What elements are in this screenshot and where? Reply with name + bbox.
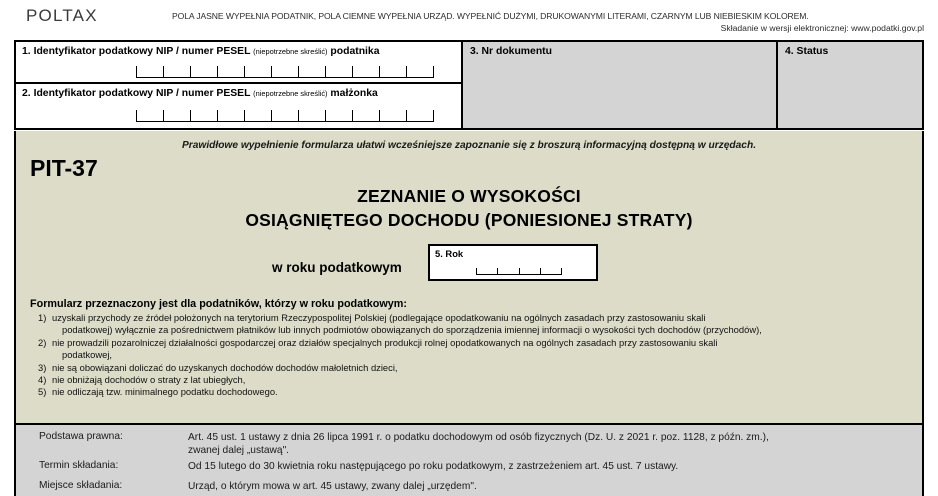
purpose-item-number: 2) [38, 336, 47, 348]
legal-place-value: Urząd, o którym mowa w art. 45 ustawy, zwany dalej „urzędem". [188, 481, 477, 492]
input-cell[interactable] [476, 264, 498, 274]
input-cell[interactable] [136, 66, 164, 77]
field-2-spouse-id-row[interactable] [16, 84, 461, 126]
poltax-logo: POLTAX [26, 6, 98, 25]
purpose-list-item [30, 337, 916, 362]
identifier-left-column [16, 42, 463, 128]
form-body-section [14, 131, 924, 423]
purpose-item-text: nie obniżają dochodów o straty z lat ubiegłych, [52, 374, 246, 386]
purpose-item-text: nie odliczają tzw. minimalnego podatku dochodowego. [52, 386, 278, 398]
purpose-item-number: 5) [38, 386, 47, 398]
input-cell[interactable] [407, 66, 434, 77]
field-2-nip-pesel-input[interactable] [136, 110, 434, 122]
input-cell[interactable] [191, 66, 218, 77]
input-cell[interactable] [541, 264, 562, 274]
field-1-text: Identyfikator podatkowy NIP / numer PESEL [33, 46, 251, 57]
brochure-hint-text: Prawidłowe wypełnienie formularza ułatwi wcześniejsze zapoznanie się z broszurą informacyjną dostępną w urzędach. [181, 140, 757, 151]
tax-year-label: w roku podatkowym [272, 260, 402, 275]
input-cell[interactable] [218, 66, 245, 77]
field-4-status-box [778, 42, 922, 128]
legal-basis-line-2: zwanej dalej „ustawą". [188, 445, 290, 456]
input-cell[interactable] [272, 110, 299, 121]
input-cell[interactable] [520, 264, 541, 274]
purpose-item-text: nie są obowiązani doliczać do uzyskanych dochodów dochodów małoletnich dzieci, [52, 361, 398, 373]
input-cell[interactable] [326, 110, 353, 121]
field-3-label: 3. Nr dokumentu [470, 46, 552, 57]
field-2-suffix: małżonka [330, 88, 378, 99]
field-1-number: 1. [22, 46, 31, 57]
purpose-heading: Formularz przeznaczony jest dla podatników, którzy w roku podatkowym: [30, 298, 407, 310]
purpose-list-item [30, 362, 916, 374]
legal-basis-value [188, 431, 914, 457]
legal-basis-term: Podstawa prawna: [39, 431, 123, 442]
legal-deadline-term: Termin składania: [39, 460, 119, 471]
purpose-item-number: 1) [38, 312, 47, 323]
input-cell[interactable] [245, 66, 272, 77]
identifier-right-column [463, 42, 922, 128]
form-title-line-2: OSIĄGNIĘTEGO DOCHODU (PONIESIONEJ STRATY) [245, 210, 693, 230]
field-4-label: 4. Status [785, 46, 829, 57]
purpose-item-continuation: podatkowej) wyłącznie za pośrednictwem płatników lub innych podmiotów obowiązanych do sporządzenia imiennej informacji o wysokości tych dochodów (przychodów), [62, 324, 762, 336]
purpose-item-text: nie prowadzili pozarolniczej działalności gospodarczej oraz działów specjalnych produkcji rolnej opodatkowanych na ogólnych zasadach przy zastosowaniu skali [52, 336, 718, 348]
form-code-pit37: PIT-37 [30, 155, 98, 181]
field-2-number: 2. [22, 88, 31, 99]
purpose-item-text: uzyskali przychody ze źródeł położonych na terytorium Rzeczypospolitej Polskiej (podlegające opodatkowaniu na ogólnych zasadach przy zastosowaniu skali [52, 312, 706, 323]
purpose-list-item [30, 374, 916, 386]
purpose-list-item [30, 386, 916, 398]
field-3-document-number-box [463, 42, 778, 128]
legal-footer-section [14, 423, 924, 496]
input-cell[interactable] [191, 110, 218, 121]
form-main-title [16, 184, 922, 232]
field-1-suffix: podatnika [330, 46, 380, 57]
input-cell[interactable] [353, 110, 380, 121]
document-header [0, 0, 938, 40]
field-1-nip-pesel-input[interactable] [136, 66, 434, 78]
purpose-item-continuation: podatkowej, [62, 349, 113, 361]
header-electronic-submission-text: Składanie w wersji elektronicznej: www.podatki.gov.pl [720, 23, 924, 33]
input-cell[interactable] [164, 66, 191, 77]
field-2-text: Identyfikator podatkowy NIP / numer PESEL [33, 88, 251, 99]
field-5-label: 5. Rok [435, 248, 464, 259]
input-cell[interactable] [353, 66, 380, 77]
field-1-label [22, 46, 380, 57]
input-cell[interactable] [164, 110, 191, 121]
tax-year-row [16, 244, 922, 286]
input-cell[interactable] [272, 66, 299, 77]
input-cell[interactable] [245, 110, 272, 121]
identifier-block [14, 40, 924, 130]
purpose-item-number: 3) [38, 361, 47, 373]
field-5-year-input[interactable] [476, 264, 562, 275]
input-cell[interactable] [380, 110, 407, 121]
field-2-label [22, 88, 378, 99]
legal-deadline-value: Od 15 lutego do 30 kwietnia roku następującego po roku podatkowym, z zastrzeżeniem art. 45 ust. 7 ustawy. [188, 461, 679, 472]
field-1-note: (niepotrzebne skreślić) [253, 47, 328, 56]
input-cell[interactable] [299, 110, 326, 121]
input-cell[interactable] [136, 110, 164, 121]
input-cell[interactable] [380, 66, 407, 77]
purpose-item-number: 4) [38, 374, 47, 386]
input-cell[interactable] [299, 66, 326, 77]
input-cell[interactable] [326, 66, 353, 77]
field-5-year-box[interactable] [428, 244, 598, 281]
input-cell[interactable] [407, 110, 434, 121]
legal-place-term: Miejsce składania: [39, 480, 123, 491]
form-purpose-section [30, 298, 916, 399]
form-title-line-1: ZEZNANIE O WYSOKOŚCI [357, 186, 581, 206]
header-instructions-text: POLA JASNE WYPEŁNIA PODATNIK, POLA CIEMNE WYPEŁNIA URZĄD. WYPEŁNIĆ DUŻYMI, DRUKOWANYMI LITERAMI, CZARNYM LUB NIEBIESKIM KOLOREM. [172, 11, 809, 21]
input-cell[interactable] [498, 264, 519, 274]
purpose-list-item [30, 312, 916, 337]
legal-basis-line-1: Art. 45 ust. 1 ustawy z dnia 26 lipca 1991 r. o podatku dochodowym od osób fizycznych (Dz. U. z 2021 r. poz. 1128, z późn. zm.), [188, 432, 769, 443]
input-cell[interactable] [218, 110, 245, 121]
field-2-note: (niepotrzebne skreślić) [253, 89, 328, 98]
field-1-taxpayer-id-row[interactable] [16, 42, 461, 84]
